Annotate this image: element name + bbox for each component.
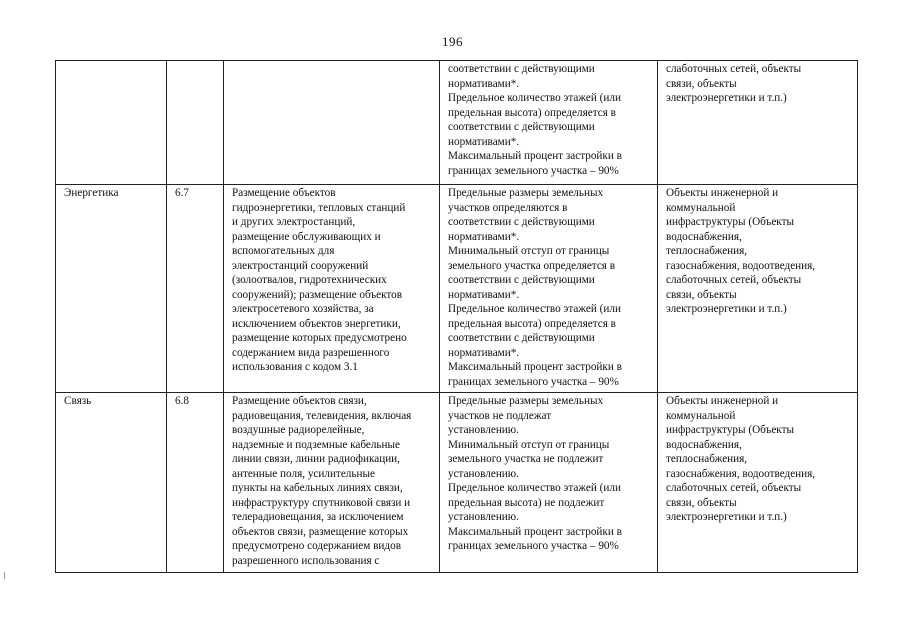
text-line: Размещение объектов связи, — [232, 395, 367, 407]
text-line: использования с кодом 3.1 — [232, 361, 358, 373]
text-line: нормативами*. — [448, 77, 520, 90]
text-line: электроэнергетики и т.п.) — [666, 511, 787, 523]
text-line: радиовещания, телевидения, включая — [232, 409, 412, 422]
text-line: разрешенного использования с — [232, 554, 380, 567]
cell-description — [224, 393, 440, 573]
table-row-energetika — [56, 185, 858, 393]
text-line: телерадиовещания, за исключением — [232, 511, 404, 523]
text-line: границах земельного участка – 90% — [448, 164, 619, 177]
text-line: водоснабжения, — [666, 230, 742, 243]
text-line: Максимальный процент застройки в — [448, 150, 622, 162]
text-line: земельного участка не подлежит — [448, 453, 604, 465]
text-line: электроэнергетики и т.п.) — [666, 92, 787, 104]
text-line: электросетевого хозяйства, за — [232, 303, 374, 315]
cell-parameters — [440, 185, 658, 393]
text-line: Предельные размеры земельных — [448, 187, 604, 199]
text-line: инфраструктуры (Объекты — [666, 216, 795, 228]
text-line: коммунальной — [666, 201, 736, 214]
text-line: предельная высота) определяется в — [448, 106, 616, 119]
text-line: границах земельного участка – 90% — [448, 375, 619, 388]
cell-use-name: Энергетика — [56, 185, 167, 393]
text-line: водоснабжения, — [666, 438, 742, 451]
cell-parameters — [440, 61, 658, 185]
cell-objects — [658, 393, 858, 573]
text-line: антенные поля, усилительные — [232, 467, 375, 480]
text-line: Объекты инженерной и — [666, 187, 779, 199]
text-line: установлению. — [448, 467, 519, 480]
text-line: сооружений); размещение объектов — [232, 288, 403, 301]
text-line: гидроэнергетики, тепловых станций — [232, 201, 406, 214]
table-row-continuation — [56, 61, 858, 185]
cell-objects — [658, 185, 858, 393]
text-line: надземные и подземные кабельные — [232, 438, 401, 451]
text-line: слаботочных сетей, объекты — [666, 63, 802, 75]
text-line: связи, объекты — [666, 288, 737, 301]
cell-description — [224, 61, 440, 185]
page-number: 196 — [442, 34, 463, 49]
table-row-svyaz — [56, 393, 858, 573]
text-line: линии связи, линии радиофикации, — [232, 453, 400, 465]
text-line: Максимальный процент застройки в — [448, 525, 622, 538]
text-line: земельного участка определяется в — [448, 259, 616, 272]
text-line: предельная высота) не подлежит — [448, 496, 605, 509]
text-line: участков не подлежат — [448, 409, 552, 422]
text-line: предусмотрено содержанием видов — [232, 540, 401, 552]
cell-use-code — [167, 61, 224, 185]
text-line: соответствии с действующими — [448, 63, 595, 75]
cell-use-name: Связь — [56, 393, 167, 573]
text-line: слаботочных сетей, объекты — [666, 274, 802, 286]
text-line: электроэнергетики и т.п.) — [666, 303, 787, 315]
text-line: Объекты инженерной и — [666, 395, 779, 407]
text-line: Предельное количество этажей (или — [448, 92, 621, 104]
text-line: газоснабжения, водоотведения, — [666, 259, 816, 272]
text-line: размещение обслуживающих и — [232, 230, 381, 243]
text-line: связи, объекты — [666, 77, 737, 90]
text-line: теплоснабжения, — [666, 245, 748, 257]
text-line: Минимальный отступ от границы — [448, 438, 610, 451]
text-line: газоснабжения, водоотведения, — [666, 467, 816, 480]
text-line: нормативами*. — [448, 288, 520, 301]
text-line: Максимальный процент застройки в — [448, 361, 622, 373]
text-line: и других электростанций, — [232, 216, 356, 228]
cell-objects — [658, 61, 858, 185]
text-line: нормативами*. — [448, 230, 520, 243]
text-line: инфраструктуры (Объекты — [666, 424, 795, 436]
cell-use-code: 6.8 — [167, 393, 224, 573]
text-line: размещение которых предусмотрено — [232, 332, 407, 344]
text-line: предельная высота) определяется в — [448, 317, 616, 330]
text-line: коммунальной — [666, 409, 736, 422]
text-line: Размещение объектов — [232, 187, 336, 199]
text-line: исключением объектов энергетики, — [232, 317, 401, 330]
text-line: воздушные радиорелейные, — [232, 424, 365, 436]
cell-use-name — [56, 61, 167, 185]
cell-parameters — [440, 393, 658, 573]
text-line: Предельное количество этажей (или — [448, 303, 621, 315]
scan-margin-mark — [4, 572, 9, 579]
text-line: установлению. — [448, 424, 519, 436]
text-line: соответствии с действующими — [448, 332, 595, 344]
cell-use-code: 6.7 — [167, 185, 224, 393]
text-line: нормативами*. — [448, 135, 520, 148]
text-line: Предельные размеры земельных — [448, 395, 604, 407]
text-line: Предельное количество этажей (или — [448, 482, 621, 494]
land-use-table — [55, 60, 858, 573]
text-line: инфраструктуру спутниковой связи и — [232, 496, 411, 509]
text-line: электростанций сооружений — [232, 259, 369, 272]
text-line: теплоснабжения, — [666, 453, 748, 465]
text-line: границах земельного участка – 90% — [448, 540, 619, 552]
text-line: объектов связи, размещение которых — [232, 525, 409, 538]
text-line: установлению. — [448, 511, 519, 523]
text-line: слаботочных сетей, объекты — [666, 482, 802, 494]
text-line: нормативами*. — [448, 346, 520, 359]
text-line: пункты на кабельных линиях связи, — [232, 482, 403, 494]
text-line: соответствии с действующими — [448, 216, 595, 228]
text-line: (золоотвалов, гидротехнических — [232, 274, 387, 286]
text-line: соответствии с действующими — [448, 274, 595, 286]
text-line: участков определяются в — [448, 201, 568, 214]
text-line: соответствии с действующими — [448, 121, 595, 133]
cell-description — [224, 185, 440, 393]
text-line: связи, объекты — [666, 496, 737, 509]
text-line: Минимальный отступ от границы — [448, 245, 610, 257]
text-line: содержанием вида разрешенного — [232, 346, 390, 359]
text-line: вспомогательных для — [232, 245, 335, 257]
